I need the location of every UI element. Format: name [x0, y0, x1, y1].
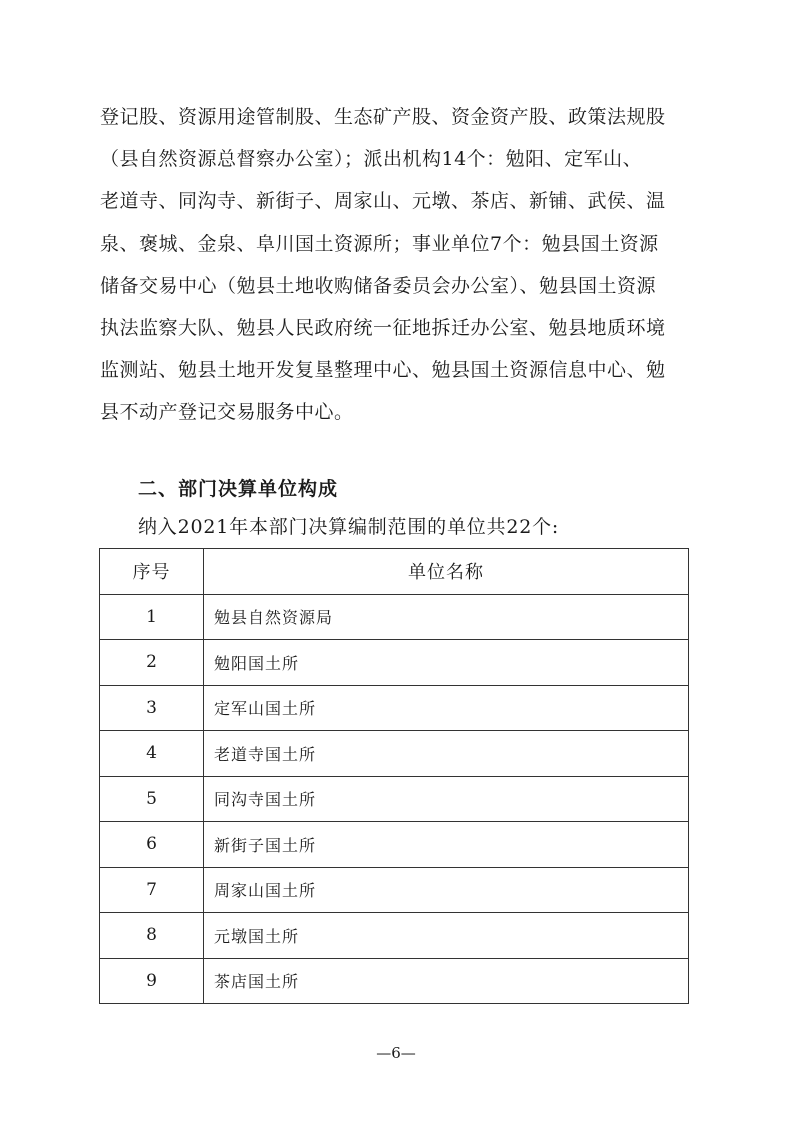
header-unit-name: 单位名称: [204, 549, 689, 595]
paragraph-line: 泉、褒城、金泉、阜川国土资源所；事业单位7个：勉县国土资源: [100, 232, 659, 255]
paragraph-line: 登记股、资源用途管制股、生态矿产股、资金资产股、政策法规股: [100, 106, 666, 128]
table-row: [100, 822, 689, 868]
section-heading: 二、部门决算单位构成: [138, 478, 339, 500]
paragraph-line: 执法监察大队、勉县人民政府统一征地拆迁办公室、勉县地质环境: [100, 317, 666, 340]
units-table: [99, 548, 689, 1004]
paragraph-line: 县不动产登记交易服务中心。: [100, 401, 354, 424]
table-row: [100, 776, 689, 822]
table-row: [100, 913, 689, 959]
row-unit-name: 周家山国土所: [204, 867, 689, 913]
table-row: [100, 640, 689, 686]
row-number: 5: [100, 776, 204, 822]
row-unit-name: 定军山国土所: [204, 685, 689, 731]
body-paragraph: [100, 96, 692, 434]
page-number: —6—: [376, 1044, 416, 1062]
row-number: 9: [100, 958, 204, 1004]
table-header-row: [100, 549, 689, 595]
table-row: [100, 731, 689, 777]
row-unit-name: 元墩国土所: [204, 913, 689, 959]
row-unit-name: 老道寺国土所: [204, 731, 689, 777]
table-row: [100, 594, 689, 640]
paragraph-line: 老道寺、同沟寺、新街子、周家山、元墩、茶店、新铺、武侯、温: [100, 190, 666, 213]
header-number: 序号: [100, 549, 204, 595]
table-row: [100, 867, 689, 913]
table-row: [100, 958, 689, 1004]
row-unit-name: 勉县自然资源局: [204, 594, 689, 640]
row-unit-name: 茶店国土所: [204, 958, 689, 1004]
intro-text: 纳入2021年本部门决算编制范围的单位共22个:: [138, 516, 560, 538]
paragraph-line: 储备交易中心（勉县土地收购储备委员会办公室）、勉县国土资源: [100, 274, 657, 297]
row-unit-name: 新街子国土所: [204, 822, 689, 868]
paragraph-line: （县自然资源总督察办公室）；派出机构14个：勉阳、定军山、: [100, 148, 643, 171]
paragraph-line: 监测站、勉县土地开发复垦整理中心、勉县国土资源信息中心、勉: [100, 359, 666, 382]
row-number: 3: [100, 685, 204, 731]
row-number: 4: [100, 731, 204, 777]
table-row: [100, 685, 689, 731]
row-number: 7: [100, 867, 204, 913]
row-number: 1: [100, 594, 204, 640]
row-unit-name: 勉阳国土所: [204, 640, 689, 686]
row-unit-name: 同沟寺国土所: [204, 776, 689, 822]
row-number: 8: [100, 913, 204, 959]
row-number: 2: [100, 640, 204, 686]
row-number: 6: [100, 822, 204, 868]
